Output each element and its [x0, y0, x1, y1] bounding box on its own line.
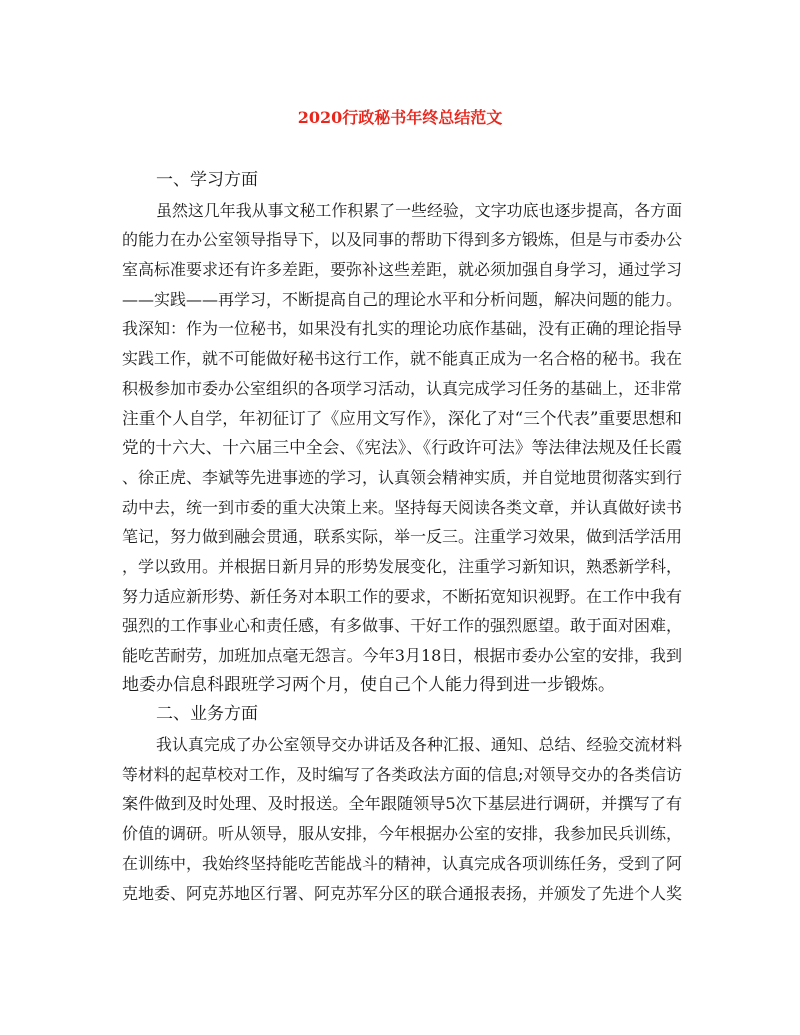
paragraph-line: ，学以致用。并根据日新月异的形势发展变化，注重学习新知识，熟悉新学科， — [122, 556, 683, 576]
paragraph-line: 实践工作，就不可能做好秘书这行工作，就不能真正成为一名合格的秘书。我在 — [122, 349, 683, 369]
paragraph-line: 、徐正虎、李斌等先进事迹的学习，认真领会精神实质，并自觉地贯彻落实到行 — [122, 467, 683, 487]
paragraph-line: 在训练中，我始终坚持能吃苦能战斗的精神，认真完成各项训练任务，受到了阿 — [122, 853, 683, 873]
paragraph-line: 努力适应新形势、新任务对本职工作的要求，不断拓宽知识视野。在工作中我有 — [122, 586, 683, 606]
paragraph-line: 案件做到及时处理、及时报送。全年跟随领导5次下基层进行调研，并撰写了有 — [122, 794, 682, 814]
paragraph-line: 克地委、阿克苏地区行署、阿克苏军分区的联合通报表扬，并颁发了先进个人奖 — [122, 883, 683, 903]
paragraph-line: 能吃苦耐劳，加班加点毫无怨言。今年3月18日，根据市委办公室的安排，我到 — [122, 646, 682, 665]
paragraph-line: 室高标准要求还有许多差距，要弥补这些差距，就必须加强自身学习，通过学习 — [122, 260, 683, 280]
section-heading-business: 二、业务方面 — [156, 704, 258, 725]
section-heading-study: 一、学习方面 — [156, 170, 258, 190]
paragraph-line: 强烈的工作事业心和责任感，有多做事、干好工作的强烈愿望。敢于面对困难， — [122, 616, 683, 636]
paragraph-line: 地委办信息科跟班学习两个月，使自己个人能力得到进一步锻炼。 — [122, 674, 615, 695]
document-title: 2020行政秘书年终总结范文 — [297, 108, 503, 127]
paragraph-line: 党的十六大、十六届三中全会、《宪法》、《行政许可法》等法律法规及任长霞 — [122, 437, 682, 458]
paragraph-line: ——实践——再学习，不断提高自己的理论水平和分析问题，解决问题的能力。 — [122, 289, 683, 309]
paragraph-line: 动中去，统一到市委的重大决策上来。坚持每天阅读各类文章，并认真做好读书 — [122, 497, 683, 517]
paragraph-line: 价值的调研。听从领导，服从安排，今年根据办公室的安排，我参加民兵训练， — [122, 824, 683, 844]
paragraph-line: 我认真完成了办公室领导交办讲话及各种汇报、通知、总结、经验交流材料 — [156, 735, 682, 755]
paragraph-line: 等材料的起草校对工作，及时编写了各类政法方面的信息;对领导交办的各类信访 — [122, 764, 682, 784]
document-body — [122, 166, 682, 908]
paragraph-line: 的能力在办公室领导指导下，以及同事的帮助下得到多方锻炼，但是与市委办公 — [122, 230, 683, 250]
paragraph-line: 我深知：作为一位秘书，如果没有扎实的理论功底作基础，没有正确的理论指导 — [122, 319, 683, 339]
paragraph-line: 积极参加市委办公室组织的各项学习活动，认真完成学习任务的基础上，还非常 — [122, 378, 683, 398]
paragraph-line: 虽然这几年我从事文秘工作积累了一些经验，文字功底也逐步提高，各方面 — [156, 200, 682, 220]
paragraph-line: 笔记，努力做到融会贯通，联系实际，举一反三。注重学习效果，做到活学活用 — [122, 527, 683, 547]
paragraph-line: 注重个人自学，年初征订了《应用文写作》，深化了对“三个代表”重要思想和 — [122, 407, 682, 428]
